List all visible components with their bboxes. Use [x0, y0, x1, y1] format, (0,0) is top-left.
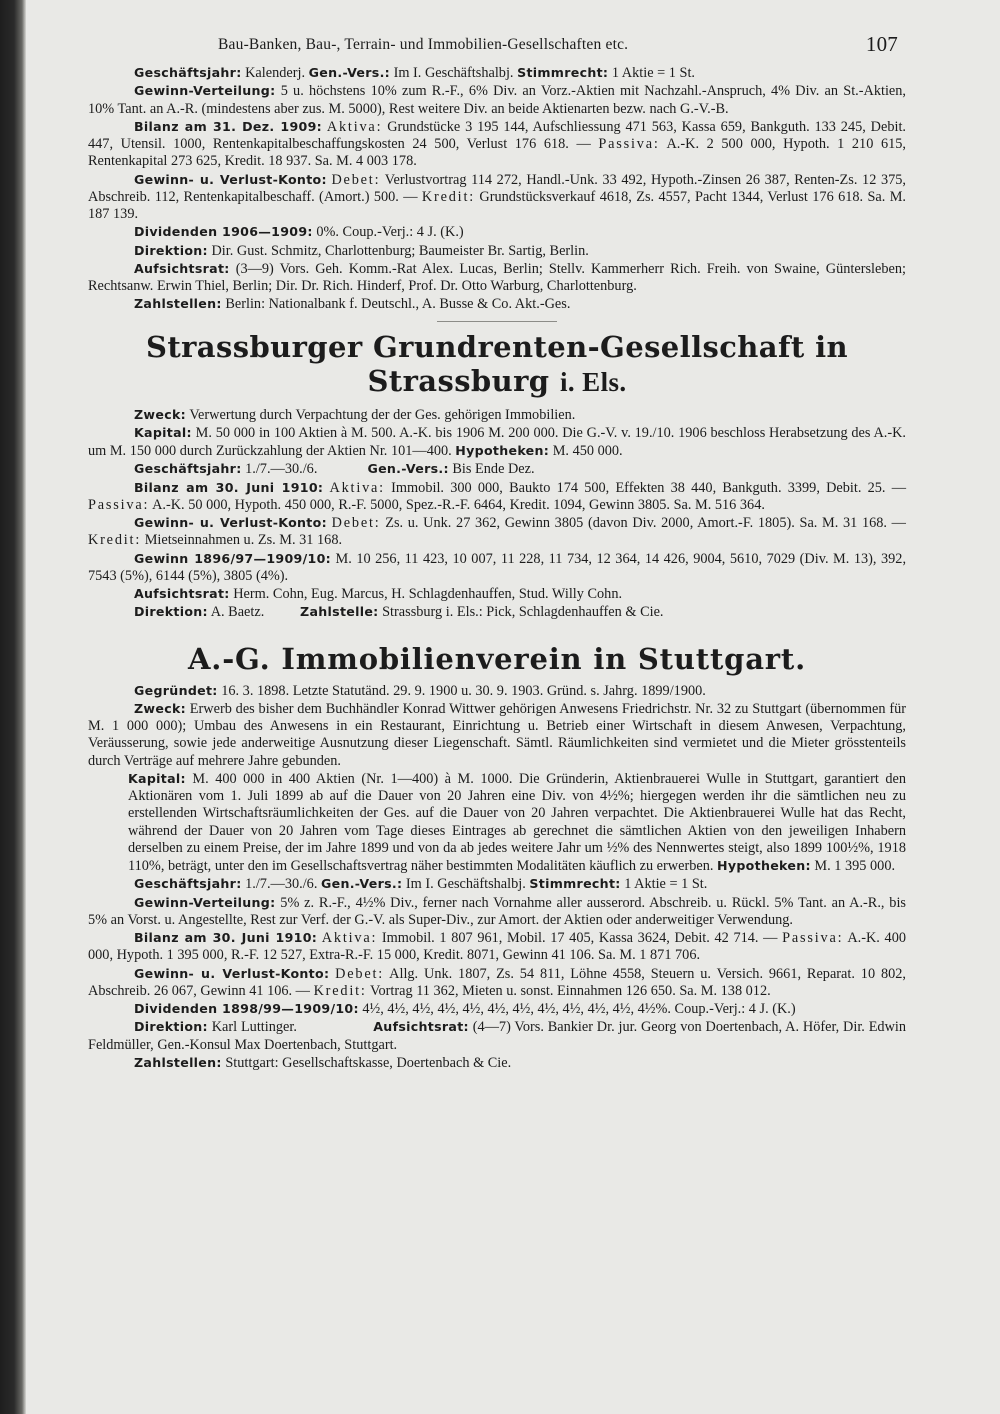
- gewinn-history-paragraph: [88, 550, 906, 586]
- debet-label: Debet:: [331, 171, 381, 188]
- zahlstelle-label: Zahlstelle:: [300, 604, 379, 620]
- company-title-strassburg: [88, 330, 906, 399]
- stimmrecht-label: Stimmrecht:: [517, 65, 609, 80]
- passiva-text: A.-K. 400 000, Hypoth. 1 395 000, R.-F. 12 527, Extra-R.-F. 15 000, Kredit. 8071, Gewinn 41 106. Sa. M. 1 871 706.: [88, 930, 906, 964]
- entry-stuttgart: [88, 682, 906, 1073]
- company-title-text: Strassburger Grundrenten-Gesellschaft in Strassburg: [145, 329, 849, 398]
- gewinnkonto-paragraph: [88, 514, 906, 550]
- direktion-aufsichtsrat-paragraph: [88, 1018, 906, 1054]
- debet-text: Zs. u. Unk. 27 362, Gewinn 3805 (davon Div. 2000, Amort.-F. 1805). Sa. M. 31 168. —: [385, 515, 906, 531]
- aufsichtsrat-paragraph: [88, 260, 906, 296]
- bilanz-paragraph: [88, 118, 906, 171]
- zahlstelle-text: Strassburg i. Els.: Pick, Schlagdenhauffen & Cie.: [382, 604, 664, 621]
- running-head: [88, 30, 906, 64]
- gegruendet-label: Gegründet:: [134, 682, 218, 698]
- zweck-paragraph: [88, 700, 906, 770]
- direktion-text: A. Baetz.: [210, 604, 265, 621]
- aktiva-text: Grundstücke 3 195 144, Aufschliessung 471 563, Kassa 659, Bankguth. 133 245, Debit. 447, Utensil. 1000, Rentenkapitalbeschaffungskosten 24 500, Verlust 176 618. —: [88, 118, 907, 152]
- dividenden-paragraph: [88, 1000, 906, 1018]
- aktiva-label: Aktiva:: [321, 930, 378, 946]
- passiva-text: A.-K. 2 500 000, Hypoth. 1 210 615, Rentenkapital 273 625, Kredit. 18 937. Sa. M. 4 003 178.: [88, 136, 906, 170]
- zweck-text: Erwerb des bisher dem Buchhändler Konrad Wittwer gehörigen Anwesens Friedrichstr. Nr. 32 zu Stuttgart (übernommen für M. 1 000 000); Umbau des Anwesens in ein Restaurant, Einrichtung u. Betrieb einer Wirtschaft in diesem Anwesen, Verpachtung, Veräusserung, sowie jede anderweitige Ausnutzung dieser Liegenschaft. Sämtl. Räumlichkeiten sind vermietet und die Mieter grösstenteils durch Verträge auf mehrere Jahre gebunden.: [88, 700, 906, 769]
- passiva-label: Passiva:: [88, 496, 150, 513]
- gewinnverteilung-paragraph: [88, 82, 906, 118]
- gegruendet-paragraph: [88, 682, 906, 700]
- aufsichtsrat-text: (3—9) Vors. Geh. Komm.-Rat Alex. Lucas, Berlin; Stellv. Kammerherr Rich. Freih. von Swaine, Güntersleben; Rechtsanw. Erwin Thiel, Berlin; Dir. Dr. Rich. Hinderf, Prof. Dr. Otto Warburg, Charlottenburg.: [88, 260, 906, 294]
- kredit-label: Kredit:: [88, 532, 142, 549]
- aufsichtsrat-label: Aufsichtsrat:: [134, 260, 230, 276]
- debet-text: Verlustvortrag 114 272, Handl.-Unk. 33 492, Hypoth.-Zinsen 26 387, Renten-Zs. 12 375, Abschreib. 112, Rentenkapitalbeschaff. (Amort.) 500. —: [88, 171, 906, 205]
- zweck-label: Zweck:: [134, 406, 186, 422]
- debet-text: Allg. Unk. 1807, Zs. 54 811, Löhne 4558, Steuern u. Versich. 9661, Reparat. 10 802, Abschreib. 26 067, Gewinn 41 106. —: [88, 965, 906, 999]
- hypotheken-text: M. 450 000.: [552, 443, 623, 459]
- aufsichtsrat-label: Aufsichtsrat:: [134, 586, 230, 601]
- genvers-text: Im I. Geschäftshalbj.: [393, 65, 514, 81]
- bilanz-paragraph: [88, 479, 906, 515]
- aktiva-label: Aktiva:: [326, 118, 383, 135]
- direktion-zahlstelle-line: [88, 603, 906, 621]
- genvers-label: Gen.-Vers.:: [320, 876, 403, 892]
- kapital-paragraph: [88, 424, 906, 461]
- direktion-label: Direktion:: [134, 242, 208, 258]
- genvers-label: Gen.-Vers.:: [367, 461, 449, 477]
- geschaeftsjahr-text: Kalenderj.: [245, 65, 306, 81]
- stimmrecht-text: 1 Aktie = 1 St.: [611, 65, 695, 81]
- zweck-label: Zweck:: [134, 700, 186, 716]
- company-title-suffix: i. Els.: [559, 366, 627, 397]
- kredit-text: Vortrag 11 362, Mieten u. sonst. Einnahmen 126 650. Sa. M. 138 012.: [370, 982, 771, 999]
- dividenden-paragraph: [88, 223, 906, 241]
- aufsichtsrat-text: (4—7) Vors. Bankier Dr. jur. Georg von Doertenbach, A. Höfer, Dir. Edwin Feldmüller, Gen.-Konsul Max Doertenbach, Stuttgart.: [88, 1019, 907, 1053]
- gewinnkonto-label: Gewinn- u. Verlust-Konto:: [134, 515, 327, 530]
- passiva-text: A.-K. 50 000, Hypoth. 450 000, R.-F. 5000, Spez.-R.-F. 6464, Kredit. 1094, Gewinn 3805. Sa. M. 516 364.: [152, 496, 765, 513]
- geschaeftsjahr-label: Geschäftsjahr:: [134, 65, 242, 80]
- dividenden-label: Dividenden 1898/99—1909/10:: [134, 1001, 359, 1016]
- gewinnverteilung-label: Gewinn-Verteilung:: [134, 83, 276, 99]
- company-title-stuttgart: A.-G. Immobilienverein in Stuttgart.: [188, 641, 806, 676]
- aktiva-text: Immobil. 1 807 961, Mobil. 17 405, Kassa 3624, Debit. 42 714. —: [381, 930, 778, 946]
- gewinnverteilung-paragraph: [88, 894, 906, 930]
- kredit-label: Kredit:: [313, 982, 367, 999]
- kredit-label: Kredit:: [421, 188, 476, 205]
- zweck-paragraph: [88, 406, 906, 424]
- aufsichtsrat-text: Herm. Cohn, Eug. Marcus, H. Schlagdenhauffen, Stud. Willy Cohn.: [233, 586, 623, 602]
- direktion-text: Dir. Gust. Schmitz, Charlottenburg; Baumeister Br. Sartig, Berlin.: [211, 242, 589, 259]
- genvers-label: Gen.-Vers.:: [308, 65, 391, 80]
- genvers-text: Bis Ende Dez.: [452, 461, 535, 478]
- stimmrecht-text: 1 Aktie = 1 St.: [624, 876, 708, 893]
- geschaeftsjahr-line: [88, 460, 906, 478]
- scan-binding-edge: [0, 0, 26, 1414]
- direktion-text: Karl Luttinger.: [211, 1019, 297, 1036]
- kredit-text: Mietseinnahmen u. Zs. M. 31 168.: [144, 532, 343, 549]
- entry-strassburg: [88, 406, 906, 622]
- passiva-label: Passiva:: [598, 136, 660, 152]
- hypotheken-label: Hypotheken:: [455, 443, 550, 458]
- zahlstellen-label: Zahlstellen:: [134, 296, 222, 312]
- geschaeftsjahr-line: [88, 875, 906, 893]
- section-divider: [437, 321, 557, 322]
- gewinnverteilung-text: 5 u. höchstens 10% zum R.-F., 6% Div. an Vorz.-Aktien mit Nachzahl.-Anspruch, 4% Div. an St.-Aktien, 10% Tant. an A.-R. (mindestens aber zus. M. 5000), Rest weitere Div. an beide Aktienarten bezw. nach G.-V.-B.: [88, 83, 907, 117]
- zahlstellen-paragraph: [88, 1054, 906, 1072]
- gewinnkonto-label: Gewinn- u. Verlust-Konto:: [134, 171, 327, 187]
- aktiva-text: Immobil. 300 000, Baukto 174 500, Effekten 38 440, Bankguth. 3399, Debit. 25. —: [391, 479, 907, 496]
- kapital-text: M. 50 000 in 100 Aktien à M. 500. A.-K. bis 1906 M. 200 000. Die G.-V. v. 19./10. 1906 beschloss Herabsetzung des A.-K. um M. 150 000 durch Zurückzahlung der Aktien Nr. 101—400.: [88, 424, 906, 459]
- zahlstellen-text: Stuttgart: Gesellschaftskasse, Doertenbach & Cie.: [225, 1054, 512, 1071]
- direktion-paragraph: [88, 242, 906, 260]
- aktiva-label: Aktiva:: [329, 479, 385, 496]
- gewinnverteilung-label: Gewinn-Verteilung:: [134, 894, 276, 910]
- geschaeftsjahr-text: 1./7.—30./6.: [245, 461, 318, 478]
- gewinn-history-label: Gewinn 1896/97—1909/10:: [134, 550, 331, 566]
- running-head-title: Bau-Banken, Bau-, Terrain- und Immobilien-Gesellschaften etc.: [218, 36, 629, 53]
- page-number: 107: [865, 32, 898, 56]
- gewinnkonto-paragraph: [88, 171, 906, 224]
- passiva-label: Passiva:: [782, 930, 844, 946]
- geschaeftsjahr-line: [88, 64, 906, 82]
- dividenden-label: Dividenden 1906—1909:: [134, 224, 313, 240]
- gewinn-history-text: M. 10 256, 11 423, 10 007, 11 228, 11 734, 12 364, 14 426, 9004, 5610, 7029 (Div. M. 13), 392, 7543 (5%), 6144 (5%), 3805 (4%).: [88, 550, 907, 584]
- kapital-label: Kapital:: [128, 770, 186, 786]
- direktion-label: Direktion:: [134, 604, 208, 620]
- kredit-text: Grundstücksverkauf 4618, Zs. 4557, Pacht 1344, Verlust 176 618. Sa. M. 187 139.: [88, 188, 906, 222]
- geschaeftsjahr-label: Geschäftsjahr:: [134, 461, 242, 477]
- kapital-paragraph: [88, 770, 906, 876]
- gegruendet-text: 16. 3. 1898. Letzte Statutänd. 29. 9. 1900 u. 30. 9. 1903. Gründ. s. Jahrg. 1899/1900.: [221, 682, 706, 699]
- zahlstellen-paragraph: [88, 295, 906, 313]
- zahlstellen-label: Zahlstellen:: [134, 1054, 222, 1070]
- genvers-text: Im I. Geschäftshalbj.: [405, 876, 526, 893]
- hypotheken-text: M. 1 395 000.: [814, 858, 896, 874]
- dividenden-text: 0%. Coup.-Verj.: 4 J. (K.): [316, 224, 464, 241]
- aufsichtsrat-label: Aufsichtsrat:: [373, 1019, 469, 1035]
- zweck-text: Verwertung durch Verpachtung der der Ges. gehörigen Immobilien.: [189, 406, 576, 423]
- geschaeftsjahr-text: 1./7.—30./6.: [245, 876, 318, 893]
- debet-label: Debet:: [331, 515, 381, 531]
- book-page: [88, 30, 906, 1072]
- gewinnverteilung-text: 5% z. R.-F., 4½% Div., ferner nach Vornahme aller ausserord. Abschreib. u. Rückl. 5% Tant. an A.-R., bis 5% an Vorst. u. Angestellte, Rest zur Verf. der G.-V. als Super-Div., zur Amort. der Aktien oder anderweitiger Verwendung.: [88, 894, 906, 928]
- kapital-label: Kapital:: [134, 424, 192, 440]
- entry-continued: [88, 64, 906, 314]
- bilanz-label: Bilanz am 30. Juni 1910:: [134, 930, 318, 945]
- bilanz-label: Bilanz am 30. Juni 1910:: [134, 479, 324, 495]
- aufsichtsrat-paragraph: [88, 585, 906, 603]
- direktion-label: Direktion:: [134, 1019, 208, 1035]
- zahlstellen-text: Berlin: Nationalbank f. Deutschl., A. Busse & Co. Akt.-Ges.: [225, 296, 571, 313]
- hypotheken-label: Hypotheken:: [717, 858, 811, 873]
- bilanz-paragraph: [88, 929, 906, 965]
- dividenden-text: 4½, 4½, 4½, 4½, 4½, 4½, 4½, 4½, 4½, 4½, 4½, 4½%. Coup.-Verj.: 4 J. (K.): [362, 1001, 796, 1017]
- gewinnkonto-label: Gewinn- u. Verlust-Konto:: [134, 965, 330, 981]
- bilanz-label: Bilanz am 31. Dez. 1909:: [134, 118, 322, 134]
- stimmrecht-label: Stimmrecht:: [529, 876, 621, 892]
- kapital-text: M. 400 000 in 400 Aktien (Nr. 1—400) à M. 1000. Die Gründerin, Aktienbrauerei Wulle in Stuttgart, garantiert den Aktionären vom 1. Juli 1899 ab auf die Dauer von 20 Jahren eine Div. von 4½%; hiergegen werden ihr die sämtlichen neu zu erstellenden Wirtschaftsräumlichkeiten der Ges. auf die Dauer von 20 Jahren verpachtet. Die Aktienbrauerei Wulle hat das Recht, während der Dauer von 20 Jahren vom Tage dieses Eintrages ab gerechnet die sämtlichen Aktien von den jeweiligen Inhabern derselben zu einem Preise, der im Jahre 1899 und von da ab jedes weitere Jahr um ½% des Nennwertes steigt, also 1899 100½%, 1918 110%, beträgt, unter den im Gesellschaftsvertrag näher bestimmten Modalitäten käuflich zu erwerben.: [128, 770, 906, 874]
- debet-label: Debet:: [335, 965, 385, 982]
- geschaeftsjahr-label: Geschäftsjahr:: [134, 876, 242, 892]
- gewinnkonto-paragraph: [88, 965, 906, 1001]
